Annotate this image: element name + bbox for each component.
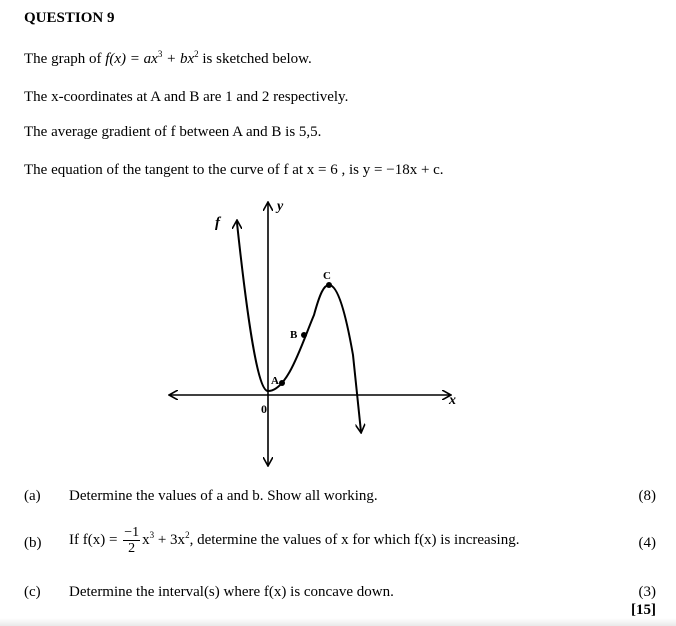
fraction: [123, 525, 140, 556]
point-a: [279, 380, 285, 386]
fraction-numerator: −1: [124, 525, 140, 540]
question-b-text: [69, 525, 519, 556]
intro-line-2: The x-coordinates at A and B are 1 and 2 respectively.: [24, 89, 349, 105]
question-b-term2: + 3x: [154, 531, 186, 548]
question-c-label: (c): [24, 584, 41, 600]
label-x: x: [449, 393, 456, 408]
label-c: C: [323, 270, 331, 282]
curve-f: [237, 223, 361, 432]
question-b-marks: (4): [638, 535, 656, 551]
question-b-term: x: [142, 531, 150, 548]
exponent-2b: 2: [185, 529, 190, 540]
label-b: B: [290, 329, 298, 341]
intro-line-4: The equation of the tangent to the curve of f at x = 6 , is y = −18x + c.: [24, 162, 444, 178]
question-b-prefix: If f(x) =: [69, 531, 122, 548]
question-b-suffix: , determine the values of x for which f(x) is increasing.: [189, 531, 520, 548]
point-c: [326, 282, 332, 288]
exponent-3: 3: [157, 49, 163, 59]
fraction-denominator: 2: [128, 541, 136, 556]
question-a-label: (a): [24, 488, 41, 504]
intro-line-1: [24, 49, 312, 68]
exponent-3b: 3: [149, 529, 155, 540]
label-a: A: [271, 375, 279, 387]
total-marks: [15]: [631, 602, 656, 618]
function-expression: f(x) = ax: [105, 51, 158, 67]
intro-text-end: is sketched below.: [198, 51, 312, 67]
function-expression-b: + bx: [162, 51, 195, 67]
function-graph: [160, 195, 470, 475]
question-a-text: Determine the values of a and b. Show all working.: [69, 488, 378, 504]
intro-text: The graph of: [24, 51, 106, 67]
intro-line-3: The average gradient of f between A and B is 5,5.: [24, 124, 322, 140]
label-f: f: [215, 215, 220, 231]
question-b-label: (b): [24, 535, 42, 551]
question-a-marks: (8): [638, 488, 656, 504]
label-origin: 0: [261, 402, 267, 416]
bottom-fade: [0, 618, 676, 626]
exponent-2: 2: [194, 49, 199, 59]
question-c-marks: (3): [638, 584, 656, 600]
point-b: [301, 332, 307, 338]
question-c-text: Determine the interval(s) where f(x) is concave down.: [69, 584, 394, 600]
question-title: QUESTION 9: [24, 10, 115, 26]
label-y: y: [277, 199, 284, 214]
